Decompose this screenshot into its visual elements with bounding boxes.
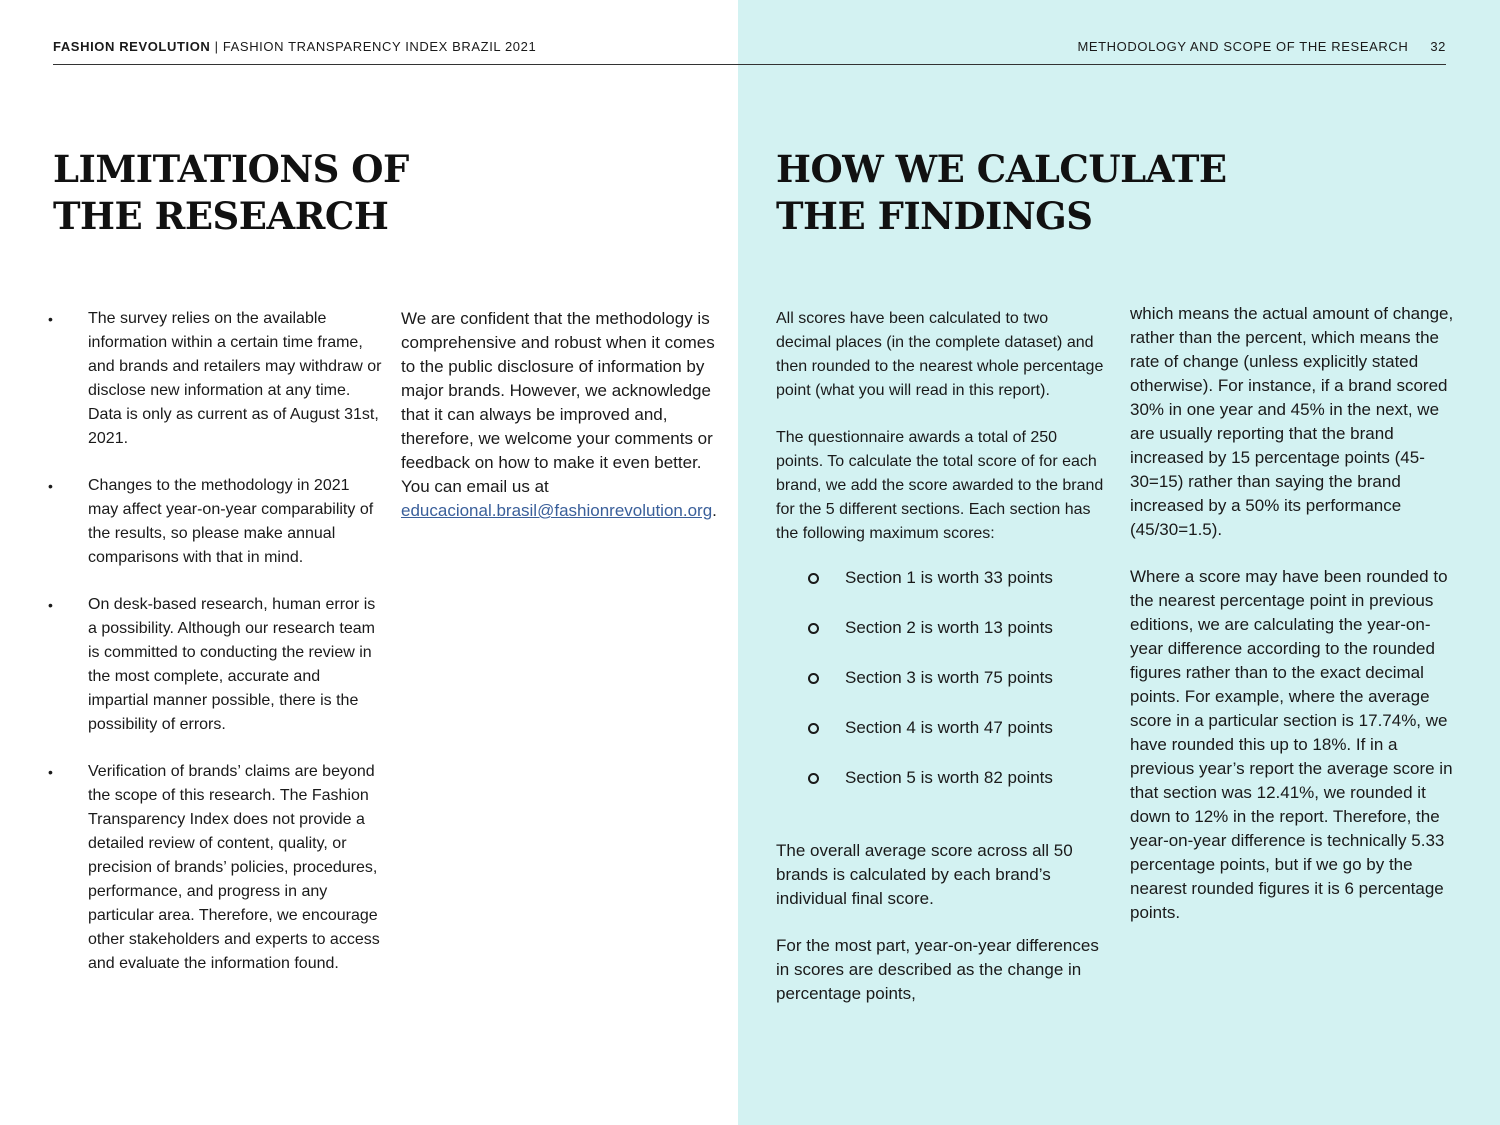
limitations-heading-line-2: THE RESEARCH xyxy=(53,194,389,238)
findings-heading-line-2: THE FINDINGS xyxy=(776,194,1093,238)
rounding-example-paragraph: Where a score may have been rounded to the nearest percentage point in previous editions, we are calculating the year-on-year difference according to the rounded figures rather than to the exact decimal points. For example, where the average score in a particular section is 17.74%, we have rounded this up to 18%. If in a previous year’s report the average score in that section was 12.41%, we rounded it down to 12% in the report. Therefore, the year-on-year difference is technically 5.33 percentage points, but if we go by the nearest rounded figures it is 6 percentage points. xyxy=(1130,567,1453,922)
page-number: 32 xyxy=(1430,39,1446,54)
running-header-left xyxy=(53,39,536,54)
bullet-icon: • xyxy=(48,597,53,613)
bullet-icon: • xyxy=(48,478,53,494)
limitation-item xyxy=(48,593,383,737)
findings-heading-line-1: HOW WE CALCULATE xyxy=(776,147,1227,191)
rounding-paragraph: All scores have been calculated to two decimal places (in the complete dataset) and then rounded to the nearest whole percentage point (what you will read in this report). xyxy=(776,310,1104,399)
header-divider xyxy=(53,64,1446,65)
section-score-item xyxy=(776,666,1106,716)
limitation-item xyxy=(48,760,383,976)
circle-bullet-icon xyxy=(808,623,819,634)
average-score-paragraph: The overall average score across all 50 brands is calculated by each brand’s individual final score. xyxy=(776,841,1073,908)
contact-email-link[interactable]: educacional.brasil@fashionrevolution.org xyxy=(401,501,713,520)
header-publication: FASHION TRANSPARENCY INDEX BRAZIL 2021 xyxy=(222,39,537,54)
header-section-title: METHODOLOGY AND SCOPE OF THE RESEARCH xyxy=(1077,39,1409,54)
limitation-text: Changes to the methodology in 2021 may affect year-on-year comparability of the results, so please make annual comparisons with that in mind. xyxy=(88,477,374,566)
header-separator: | xyxy=(210,39,223,54)
section-score-item xyxy=(776,716,1106,766)
bullet-icon: • xyxy=(48,764,53,780)
limitation-text: Verification of brands’ claims are beyond the scope of this research. The Fashion Transparency Index does not provide a detailed review of content, quality, or precision of brands’ policies, procedures, performance, and progress in any particular area. Therefore, we encourage other stakeholders and experts to access and evaluate the information found. xyxy=(88,763,380,972)
running-header-right xyxy=(1077,39,1446,54)
scoring-paragraph: The questionnaire awards a total of 250 points. To calculate the total score of for each brand, we add the score awarded to the brand for the 5 different sections. Each section has the following maximum scores: xyxy=(776,429,1104,542)
findings-heading xyxy=(776,146,1227,240)
limitation-item xyxy=(48,307,383,451)
limitations-bullet-column xyxy=(48,307,383,999)
section-score-item xyxy=(776,566,1106,616)
section-score-item xyxy=(776,616,1106,666)
limitations-heading-line-1: LIMITATIONS OF xyxy=(53,147,409,191)
bullet-icon: • xyxy=(48,311,53,327)
confidence-text: We are confident that the methodology is comprehensive and robust when it comes to the public disclosure of information by major brands. However, we acknowledge that it can always be improved and, therefore, we welcome your comments or feedback on how to make it even better. You can email us at xyxy=(401,309,715,496)
section-scores-list xyxy=(776,566,1106,816)
limitations-list xyxy=(48,307,383,976)
circle-bullet-icon xyxy=(808,723,819,734)
email-suffix: . xyxy=(712,501,717,520)
findings-column-1 xyxy=(776,307,1106,1029)
confidence-column xyxy=(401,307,731,546)
findings-column-2 xyxy=(1130,302,1460,948)
percentage-points-paragraph: which means the actual amount of change, rather than the percent, which means the rate of change (unless explicitly stated otherwise). For instance, if a brand scored 30% in one year and 45% in the next, we are usually reporting that the brand increased by 15 percentage points (45-30=15) rather than saying the brand increased by a 50% its performance (45/30=1.5). xyxy=(1130,304,1454,539)
section-score-item xyxy=(776,766,1106,816)
limitations-heading xyxy=(53,146,409,240)
circle-bullet-icon xyxy=(808,773,819,784)
section-score-text: Section 1 is worth 33 points xyxy=(845,568,1053,587)
limitation-item xyxy=(48,474,383,570)
limitation-text: The survey relies on the available information within a certain time frame, and brands and retailers may withdraw or disclose new information at any time. Data is only as current as of August 31st, 2021. xyxy=(88,310,382,447)
section-score-text: Section 3 is worth 75 points xyxy=(845,668,1053,687)
limitation-text: On desk-based research, human error is a possibility. Although our research team is committed to conducting the review in the most complete, accurate and impartial manner possible, there is the possibility of errors. xyxy=(88,596,376,733)
year-on-year-paragraph: For the most part, year-on-year differences in scores are described as the change in percentage points, xyxy=(776,936,1099,1003)
confidence-paragraph xyxy=(401,307,731,523)
header-brand: FASHION REVOLUTION xyxy=(53,39,211,54)
section-score-text: Section 5 is worth 82 points xyxy=(845,768,1053,787)
circle-bullet-icon xyxy=(808,673,819,684)
section-score-text: Section 4 is worth 47 points xyxy=(845,718,1053,737)
section-score-text: Section 2 is worth 13 points xyxy=(845,618,1053,637)
circle-bullet-icon xyxy=(808,573,819,584)
